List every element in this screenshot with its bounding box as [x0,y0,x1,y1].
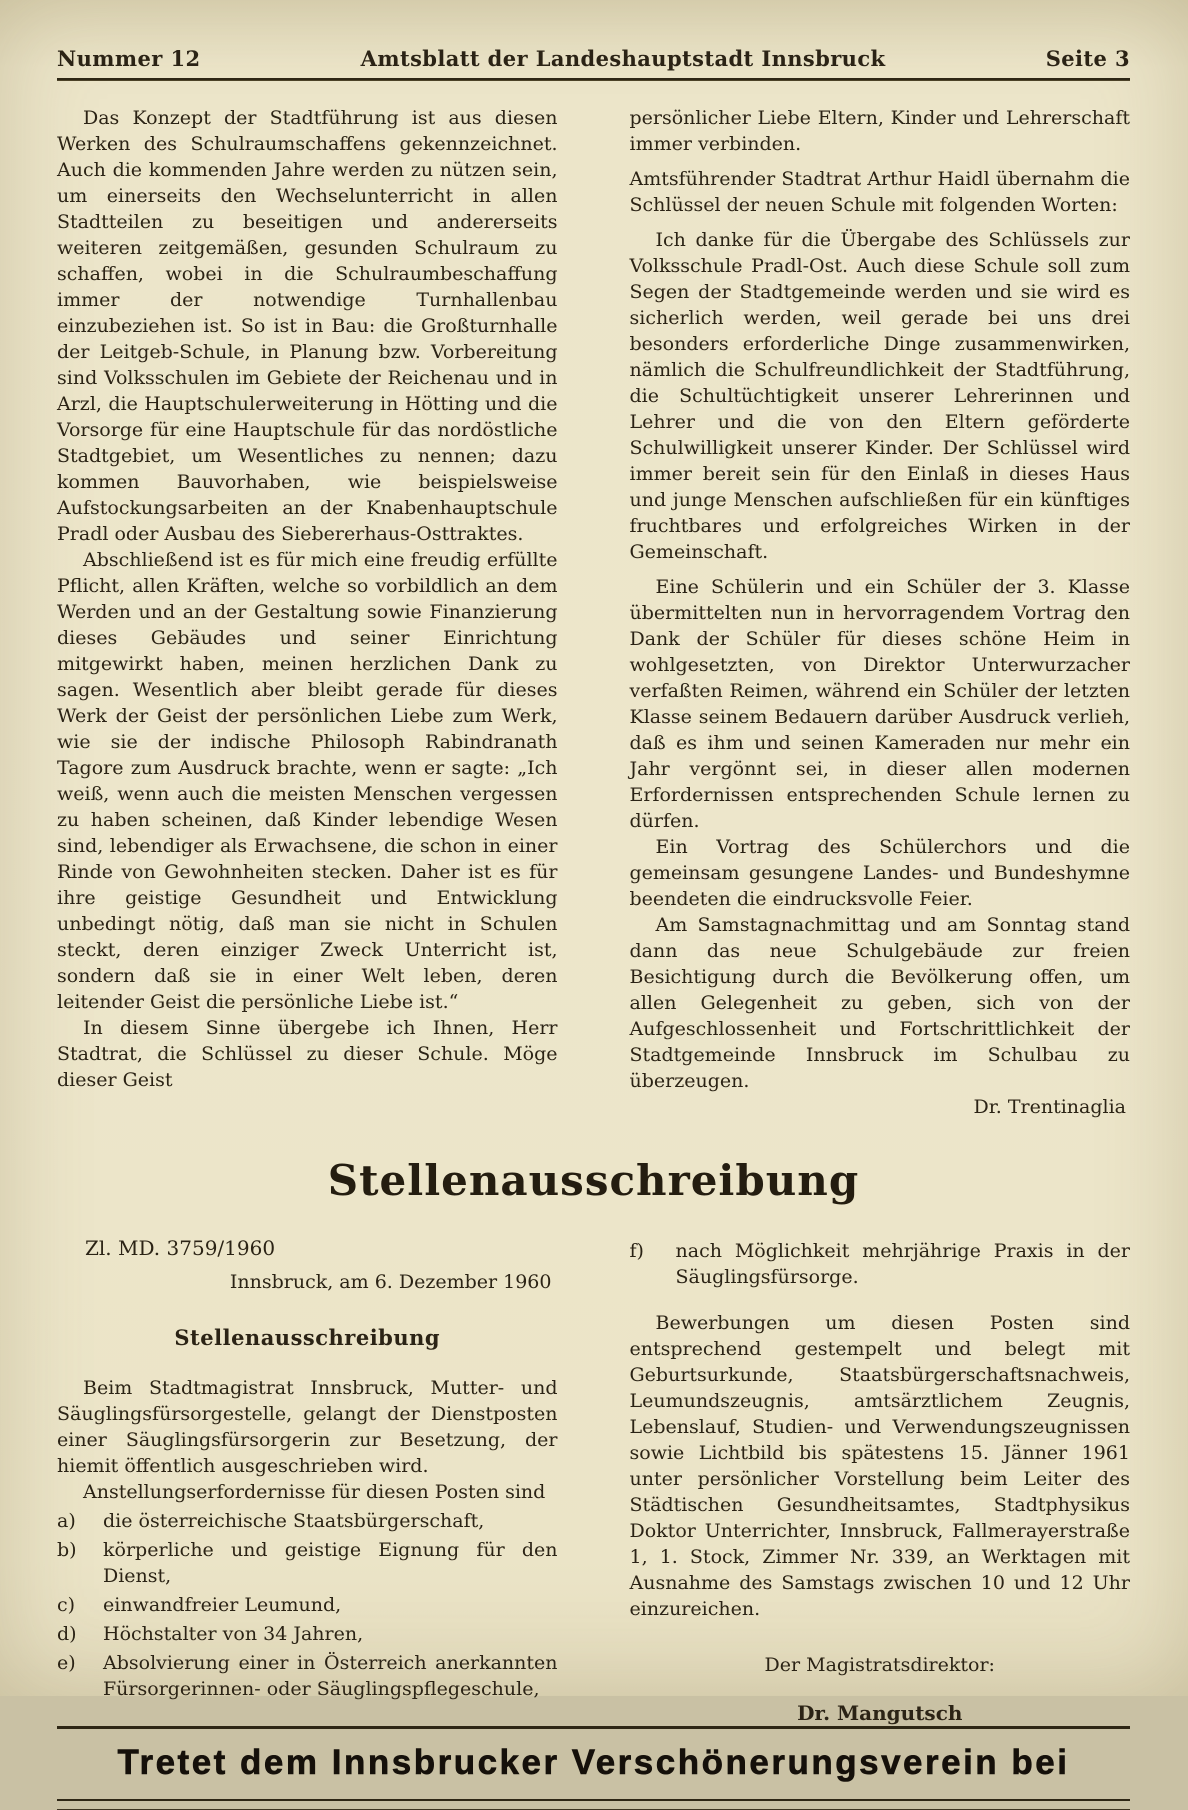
masthead [57,46,1130,71]
requirement-text: körperliche und geistige Eignung für den Dienst, [103,1539,558,1587]
article-paragraph: Ich danke für die Übergabe des Schlüssels zur Volksschule Pradl-Ost. Auch diese Schule soll zum Segen der Stadtgemeinde werden und sie wird es sicherlich werden, weil gerade bei uns drei besonders erforderliche Dinge zusammenwirken, nämlich die Schulfreundlichkeit der Stadtführung, die Schultüchtigkeit unserer Lehrerinnen und Lehrer und die von den Eltern geförderte Schulwilligkeit unserer Kinder. Der Schlüssel wird immer bereit sein für den Einlaß in dieses Haus und junge Menschen aufschließen für ein künftiges fruchtbares und erfolgreiches Wirken in der Gemeinschaft. [629,229,1130,563]
article-paragraph: In diesem Sinne übergebe ich Ihnen, Herr Stadtrat, die Schlüssel zu dieser Schule. Möge dieser Geist [57,1017,558,1091]
posting-right-column [630,1235,1131,1726]
article-paragraph: Am Samstagnachmittag und am Sonntag stand dann das neue Schulgebäude zur freien Besichtigung durch die Bevölkerung offen, um allen Gelegenheit zu geben, sich von der Aufgeschlossenheit und Fortschrittlichkeit der Stadtgemeinde Innsbruck im Schulbau zu überzeugen. [629,914,1130,1092]
requirement-label: d) [57,1623,77,1645]
requirement-item [57,1592,558,1618]
posting-closing-name: Dr. Mangutsch [797,1701,963,1725]
article-left-column [57,105,558,1120]
footer [57,1726,1130,1810]
article-paragraph: Das Konzept der Stadtführung ist aus diesen Werken des Schulraumschaffens gekennzeichnet. Auch die kommenden Jahre werden zu nützen sein, um einerseits den Wechselunterricht in allen Stadtteilen zu beseitigen und andererseits weiteren zeitgemäßen, gesunden Schulraum zu schaffen, wobei in die Schulraumbeschaffung immer der notwendige Turnhallenbau einzubeziehen ist. So ist in Bau: die Großturnhalle der Leitgeb-Schule, in Planung bzw. Vorbereitung sind Volksschulen im Gebiete der Reichenau und in Arzl, die Hauptschulerweiterung in Hötting und die Vorsorge für eine Hauptschule für das nordöstliche Stadtgebiet, um Wesentliches zu nennen; dazu kommen Bauvorhaben, wie beispielsweise Aufstockungsarbeiten an der Knabenhauptschule Pradl oder Ausbau des Siebererhaus-Osttraktes. [57,107,558,545]
requirement-text: die österreichische Staatsbürgerschaft, [103,1510,485,1532]
requirement-item [57,1537,558,1589]
footer-rule-top [57,1726,1130,1729]
article-paragraph: Ein Vortrag des Schülerchors und die gemeinsam gesungene Landes- und Bundeshymne beendeten die eindrucksvolle Feier. [629,836,1130,910]
requirement-label: c) [57,1594,76,1616]
posting-intro: Beim Stadtmagistrat Innsbruck, Mutter- und Säuglingsfürsorgestelle, gelangt der Dienstposten einer Säuglingsfürsorgerin zur Besetzung, der hiemit öffentlich ausgeschrieben wird. [57,1377,558,1477]
article-signature: Dr. Trentinaglia [973,1096,1126,1118]
posting-subheading: Stellenausschreibung [174,1325,441,1350]
posting-dateline: Innsbruck, am 6. Dezember 1960 [229,1271,552,1293]
requirement-item [57,1621,558,1647]
requirement-text: einwandfreier Leumund, [103,1594,342,1616]
article-paragraph: Abschließend ist es für mich eine freudig erfüllte Pflicht, allen Kräften, welche so vorbildlich an dem Werden und an der Gestaltung sowie Finanzierung dieses Gebäudes und seiner Einrichtung mitgewirkt haben, meinen herzlichen Dank zu sagen. Wesentlich aber bleibt gerade für dieses Werk der Geist der persönlichen Liebe zum Werk, wie sie der indische Philosoph Rabindranath Tagore zum Ausdruck brachte, wenn er sagte: „Ich weiß, wenn auch die meisten Menschen vergessen zu haben scheinen, daß Kinder lebendige Wesen sind, lebendiger als Erwachsene, die schon in einer Rinde von Gewohnheiten stecken. Daher ist es für ihre geistige Gesundheit und Entwicklung unbedingt nötig, daß man sie nicht in Schulen steckt, deren einziger Zweck Unterricht ist, sondern daß sie in einer Welt leben, deren leitender Geist die persönliche Liebe ist.“ [57,549,558,1013]
requirement-item [57,1650,558,1702]
article-section [57,105,1130,1120]
requirement-label: f) [629,1240,644,1262]
requirement-label: a) [57,1510,76,1532]
requirement-item [630,1238,1131,1290]
requirement-text: Absolvierung einer in Österreich anerkannten Fürsorgerinnen- oder Säuglingspflegeschule, [103,1652,558,1700]
posting-reference: Zl. MD. 3759/1960 [85,1236,276,1260]
article-right-column [630,105,1131,1120]
masthead-rule [57,78,1130,81]
posting-application-paragraph: Bewerbungen um diesen Posten sind entsprechend gestempelt und belegt mit Geburtsurkunde, Staatsbürgerschaftsnachweis, Leumundszeugnis, amtsärztlichem Zeugnis, Lebenslauf, Studien- und Verwendungszeugnissen sowie Lichtbild bis spätestens 15. Jänner 1961 unter persönlicher Vorstellung beim Leiter des Städtischen Gesundheitsamtes, Stadtphysikus Doktor Unterrichter, Innsbruck, Fallmerayerstraße 1, 1. Stock, Zimmer Nr. 339, an Werktagen mit Ausnahme des Samstags zwischen 10 und 12 Uhr einzureichen. [629,1312,1130,1620]
article-paragraph: persönlicher Liebe Eltern, Kinder und Lehrerschaft immer verbinden. [629,107,1130,155]
posting-closing-role: Der Magistratsdirektor: [764,1654,995,1676]
masthead-issue-number: Nummer 12 [57,46,201,71]
requirement-label: e) [57,1652,76,1674]
requirement-text: nach Möglichkeit mehrjährige Praxis in der Säuglingsfürsorge. [675,1240,1130,1288]
masthead-title: Amtsblatt der Landeshauptstadt Innsbruck [360,46,886,71]
requirement-item [57,1508,558,1534]
article-paragraph: Eine Schülerin und ein Schüler der 3. Klasse übermittelten nun in hervorragendem Vortrag den Dank der Schüler für dieses schöne Heim in wohlgesetzten, von Direktor Unterwurzacher verfaßten Reimen, während ein Schüler der letzten Klasse seinem Bedauern darüber Ausdruck verlieh, daß es ihm und seinen Kameraden nur mehr ein Jahr vergönnt sei, in dieser allen modernen Erfordernissen entsprechenden Schule lernen zu dürfen. [629,576,1130,832]
requirement-label: b) [57,1539,77,1561]
posting-requirements-lead: Anstellungserfordernisse für diesen Posten sind [83,1481,546,1503]
posting-left-column [57,1235,558,1726]
masthead-page-number: Seite 3 [1045,46,1130,71]
footer-banner-text: Tretet dem Innsbrucker Verschönerungsverein bei [117,1742,1070,1782]
footer-rule-bottom [57,1799,1130,1810]
job-posting-section [57,1235,1130,1726]
requirement-text: Höchstalter von 34 Jahren, [103,1623,364,1645]
section-heading: Stellenausschreibung [327,1156,860,1205]
article-paragraph: Amtsführender Stadtrat Arthur Haidl übernahm die Schlüssel der neuen Schule mit folgenden Worten: [629,168,1130,216]
